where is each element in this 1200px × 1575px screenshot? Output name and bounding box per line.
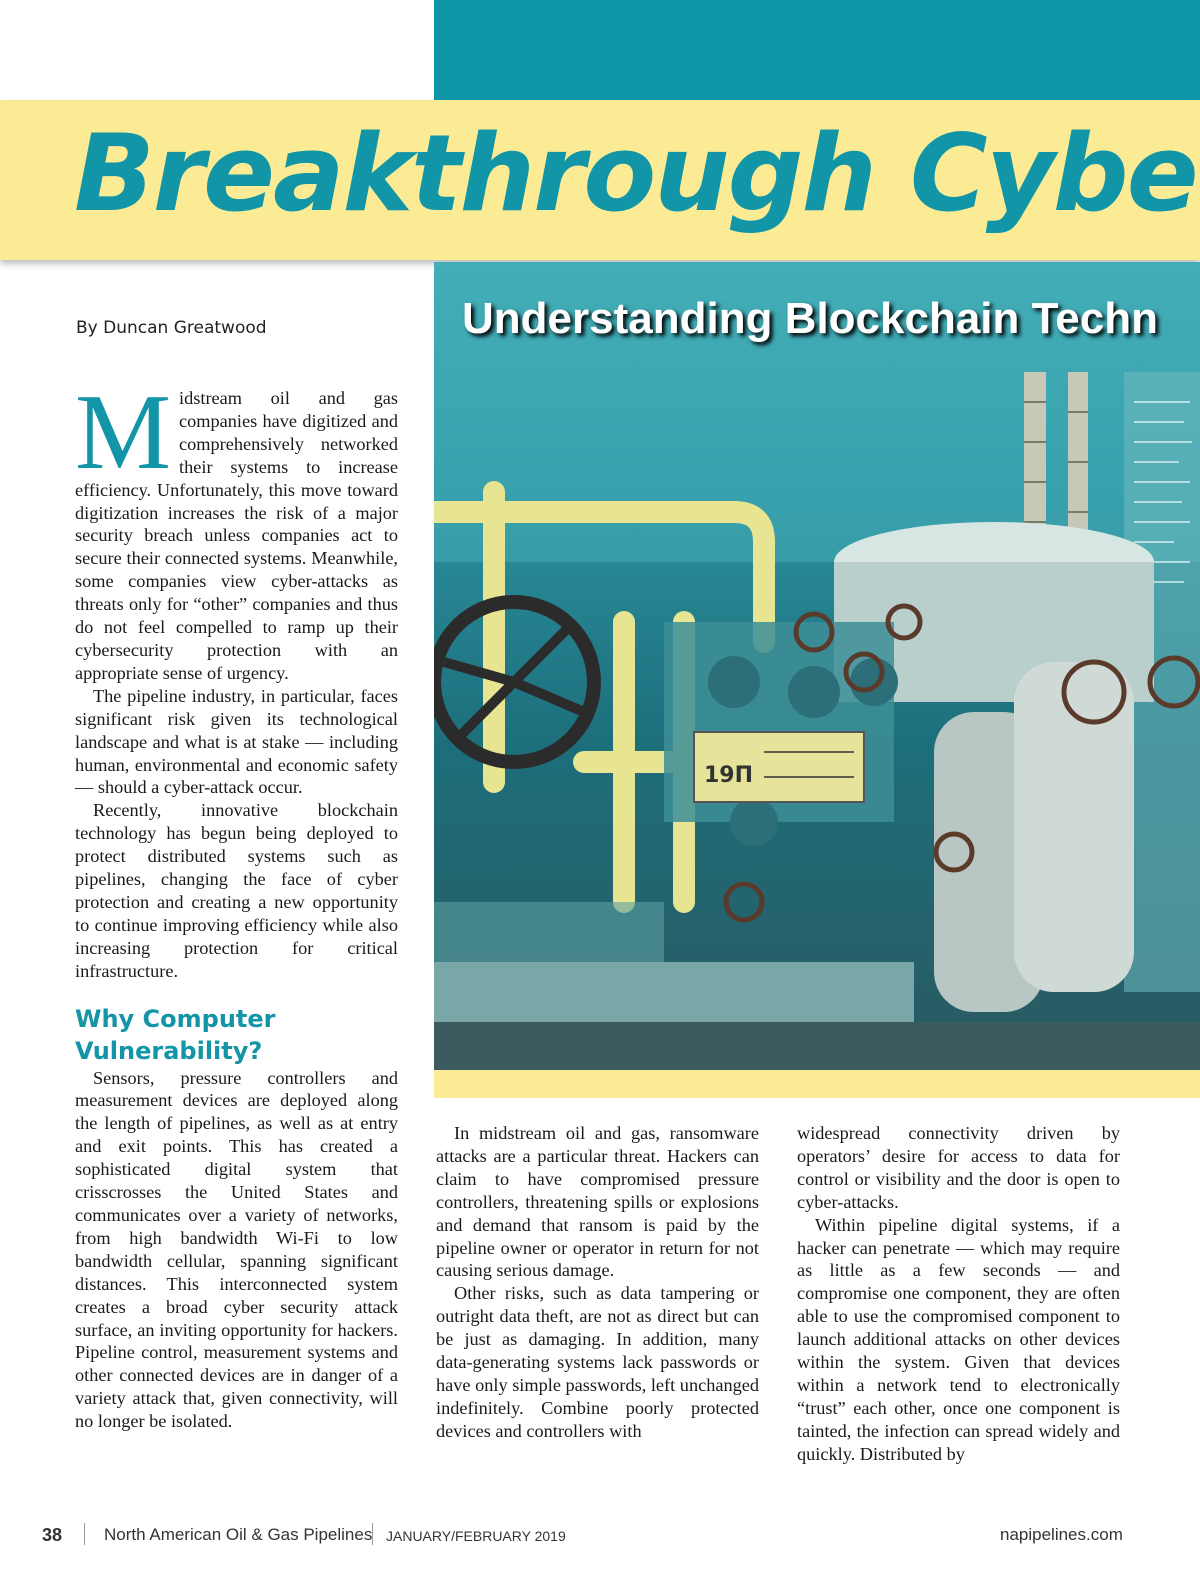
article-column-2 <box>436 1122 759 1443</box>
paragraph: Within pipeline digital systems, if a hacker can penetrate — which may require as little as a few seconds — and compromise one component, they are often able to use the compromised component to launch additional attacks on other devices within the system. Given that devices within a network tend to electronically “trust” each other, once one component is tainted, the infection can spread widely and quickly. Distributed by <box>797 1214 1120 1464</box>
publication-name: North American Oil & Gas Pipelines <box>104 1525 373 1544</box>
valve-sign-label: 19П <box>704 763 754 788</box>
title-banner <box>0 100 1200 260</box>
byline: By Duncan Greatwood <box>76 318 267 338</box>
page-number: 38 <box>42 1525 63 1545</box>
pipeline-photo <box>434 262 1200 1070</box>
footer-divider <box>372 1523 373 1545</box>
paragraph: In midstream oil and gas, ransomware attacks are a particular threat. Hackers can claim to have compromised pressure controllers, threatening spills or explosions and demand that ransom is paid by the pipeline owner or operator in return for not causing serious damage. <box>436 1123 759 1281</box>
article-subtitle: Understanding Blockchain Techn <box>462 294 1158 343</box>
intro-text: idstream oil and gas companies have digitized and comprehensively networked their systems to increase efficiency. Unfortunately, this move toward digitization increases the risk of a major security breach unless companies act to secure their connected systems. Meanwhile, some companies view cyber-attacks as threats only for “other” companies and thus do not feel compelled to ramp up their cybersecurity protection with an appropriate sense of urgency. <box>75 388 398 683</box>
article-column-1 <box>75 373 398 1433</box>
paragraph: Recently, innovative blockchain technology has begun being deployed to protect distributed systems such as pipelines, changing the face of cyber protection and creating a new opportunity to continue improving efficiency while also increasing protection for critical infrastructure. <box>75 800 398 981</box>
article-column-3 <box>797 1122 1120 1466</box>
section-heading-line: Why Computer <box>75 1004 276 1033</box>
section-heading <box>75 1003 398 1067</box>
paragraph: Sensors, pressure controllers and measurement devices are deployed along the length of pipelines, as well as at entry and exit points. This has created a sophisticated digital system that crisscrosses the United States and communicates over a variety of networks, from high bandwidth Wi-Fi to low bandwidth cellular, spanning significant distances. This interconnected system creates a broad cyber security attack surface, an inviting opportunity for hackers. Pipeline control, measurement systems and other connected devices are in danger of a variety attack that, given connectivity, will no longer be isolated. <box>75 1067 398 1432</box>
intro-paragraph <box>75 373 398 685</box>
article-title: Breakthrough Cybe <box>74 112 1197 235</box>
header-teal-block <box>434 0 1200 100</box>
paragraph: The pipeline industry, in particular, faces significant risk given its technological landscape and what is at stake — including human, environmental and economic safety — should a cyber-attack occur. <box>75 685 398 798</box>
section-heading-line: Vulnerability? <box>75 1036 263 1065</box>
paragraph: widespread connectivity driven by operators’ desire for access to data for control or visibility and the door is open to cyber-attacks. <box>797 1123 1120 1212</box>
issue-date: JANUARY/FEBRUARY 2019 <box>386 1528 566 1544</box>
paragraph: Other risks, such as data tampering or outright data theft, are not as direct but can be just as damaging. In addition, many data-generating systems lack passwords or have only simple passwords, left unchanged indefinitely. Combine poorly protected devices and controllers with <box>436 1283 759 1441</box>
drop-cap: M <box>75 373 172 492</box>
footer-divider <box>84 1523 85 1545</box>
photo-bottom-band <box>434 1070 1200 1098</box>
website-link[interactable]: napipelines.com <box>1000 1525 1123 1544</box>
pipeline-illustration <box>434 262 1200 1070</box>
